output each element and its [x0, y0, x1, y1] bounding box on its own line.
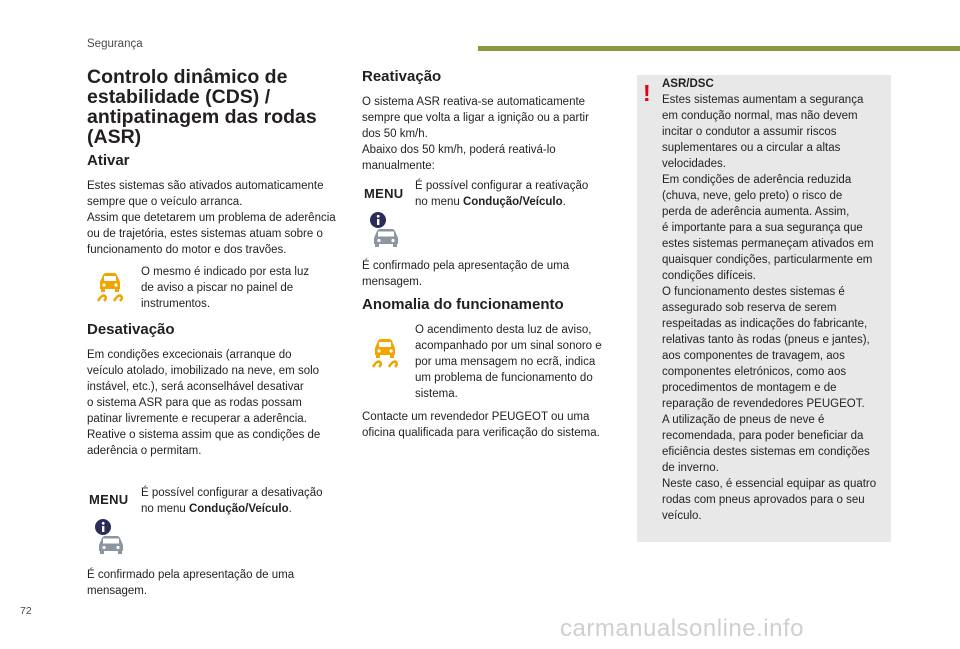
text-line: Reative o sistema assim que as condições de: [87, 429, 321, 441]
text-line: procedimentos de montagem e de: [662, 382, 837, 394]
text-line: patinar livremente e recuperar a aderência.: [87, 413, 307, 425]
text-line: em condução normal, mas não devem: [662, 110, 858, 122]
text-line: Neste caso, é essencial equipar as quatro: [662, 478, 877, 490]
deactivate-confirm-text: [87, 567, 294, 599]
text-line: O acendimento desta luz de aviso,: [415, 324, 592, 336]
malfunction-icon-text: [415, 322, 602, 402]
title-line: antipatinagem das rodas: [87, 106, 317, 128]
reactivate-confirm-text: [362, 258, 569, 290]
text-line: A utilização de pneus de neve é: [662, 414, 825, 426]
text-line: aderência o permitam.: [87, 445, 202, 457]
text-line: é importante para a sua segurança que: [662, 222, 863, 234]
text-line: Em condições excecionais (arranque do: [87, 349, 292, 361]
heading-malfunction: Anomalia do funcionamento: [362, 296, 564, 313]
text-line: [141, 501, 323, 517]
text-line: O mesmo é indicado por esta luz: [141, 266, 310, 278]
info-car-icon: [369, 212, 403, 248]
text-line: assegurado sob reserva de serem: [662, 302, 837, 314]
text-line: recomendada, para poder beneficiar da: [662, 430, 864, 442]
text-line: estes sistemas permaneçam ativados em: [662, 238, 874, 250]
text-line: sistema.: [415, 388, 458, 400]
text-line: reparação de revendedores PEUGEOT.: [662, 398, 865, 410]
text-line: ou de trajetória, estes sistemas atuam sobre o: [87, 228, 323, 240]
menu-icon: MENU: [364, 186, 404, 201]
title-line: (ASR): [87, 126, 142, 148]
reactivate-text: [362, 94, 589, 174]
page-number: 72: [20, 605, 32, 617]
title-line: Controlo dinâmico de: [87, 66, 288, 88]
text-line: mensagem.: [87, 585, 148, 597]
skidding-car-icon: [367, 334, 403, 370]
text-line: perda de aderência aumenta. Assim,: [662, 206, 850, 218]
text-line: incitar o condutor a assumir riscos: [662, 126, 837, 138]
text-line: dos 50 km/h.: [362, 128, 428, 140]
text-line: rodas com pneus aprovados para o seu: [662, 494, 865, 506]
menu-path: Condução/Veículo: [188, 503, 289, 515]
text-line: acompanhado por um sinal sonoro e: [415, 340, 602, 352]
text-line: É confirmado pela apresentação de uma: [87, 569, 295, 581]
reactivate-menu-text: [415, 178, 588, 210]
text-fragment: no menu: [415, 196, 463, 208]
header-accent-bar: [478, 46, 960, 51]
text-line: componentes eletrónicos, como aos: [662, 366, 847, 378]
text-fragment: .: [288, 503, 292, 515]
text-line: O funcionamento destes sistemas é: [662, 286, 845, 298]
activate-icon-text: [141, 264, 309, 312]
text-line: manualmente:: [362, 160, 435, 172]
text-line: veículo.: [662, 510, 702, 522]
skidding-car-icon: [92, 268, 128, 304]
text-line: instrumentos.: [141, 298, 211, 310]
warning-exclamation-icon: !: [643, 80, 651, 106]
deactivate-text: [87, 347, 320, 459]
text-line: velocidades.: [662, 158, 726, 170]
text-line: o sistema ASR para que as rodas possam: [87, 397, 302, 409]
text-line: Estes sistemas são ativados automaticamente: [87, 180, 324, 192]
heading-reactivate: Reativação: [362, 68, 442, 85]
text-line: É possível configurar a desativação: [141, 487, 323, 499]
activate-text: [87, 178, 336, 258]
text-line: Em condições de aderência reduzida: [662, 174, 852, 186]
text-line: eficiência destes sistemas em condições: [662, 446, 870, 458]
text-line: (chuva, neve, gelo preto) o risco de: [662, 190, 843, 202]
watermark: carmanualsonline.info: [560, 615, 804, 642]
text-line: quaisquer condições, particularmente em: [662, 254, 873, 266]
heading-deactivate: Desativação: [87, 321, 175, 338]
text-line: condições difíceis.: [662, 270, 756, 282]
malfunction-text: [362, 409, 600, 441]
text-line: instável, etc.), será aconselhável desativar: [87, 381, 304, 393]
text-line: [415, 194, 588, 210]
page-title: [87, 67, 342, 147]
deactivate-menu-text: [141, 485, 323, 517]
warning-heading: ASR/DSC: [662, 78, 714, 90]
title-line: estabilidade (CDS) /: [87, 86, 271, 108]
text-line: Assim que detetarem um problema de aderência: [87, 212, 336, 224]
text-line: Abaixo dos 50 km/h, poderá reativá-lo: [362, 144, 556, 156]
text-line: sempre que o veículo arranca.: [87, 196, 243, 208]
text-line: aos componentes de travagem, aos: [662, 350, 845, 362]
info-car-icon: [94, 519, 128, 555]
heading-activate: Ativar: [87, 152, 130, 169]
text-line: Contacte um revendedor PEUGEOT ou uma: [362, 411, 590, 423]
text-line: de aviso a piscar no painel de: [141, 282, 294, 294]
text-line: um problema de funcionamento do: [415, 372, 593, 384]
text-line: relativas tanto às rodas (pneus e jantes),: [662, 334, 870, 346]
text-line: Estes sistemas aumentam a segurança: [662, 94, 864, 106]
warning-text: [662, 76, 876, 524]
text-line: mensagem.: [362, 276, 423, 288]
text-line: funcionamento do motor e dos travões.: [87, 244, 287, 256]
text-line: veículo atolado, imobilizado na neve, em solo: [87, 365, 320, 377]
text-fragment: no menu: [141, 503, 189, 515]
text-line: oficina qualificada para verificação do sistema.: [362, 427, 600, 439]
menu-icon: MENU: [89, 492, 129, 507]
text-line: de inverno.: [662, 462, 719, 474]
text-line: suplementares ou a circular a altas: [662, 142, 841, 154]
section-label: Segurança: [87, 38, 143, 50]
text-line: sempre que volta a ligar a ignição ou a partir: [362, 112, 589, 124]
text-line: É confirmado pela apresentação de uma: [362, 260, 570, 272]
text-fragment: .: [562, 196, 566, 208]
menu-path: Condução/Veículo: [462, 196, 563, 208]
text-line: O sistema ASR reativa-se automaticamente: [362, 96, 586, 108]
text-line: É possível configurar a reativação: [415, 180, 589, 192]
text-line: por uma mensagem no ecrã, indica: [415, 356, 596, 368]
text-line: respeitadas as indicações do fabricante,: [662, 318, 868, 330]
